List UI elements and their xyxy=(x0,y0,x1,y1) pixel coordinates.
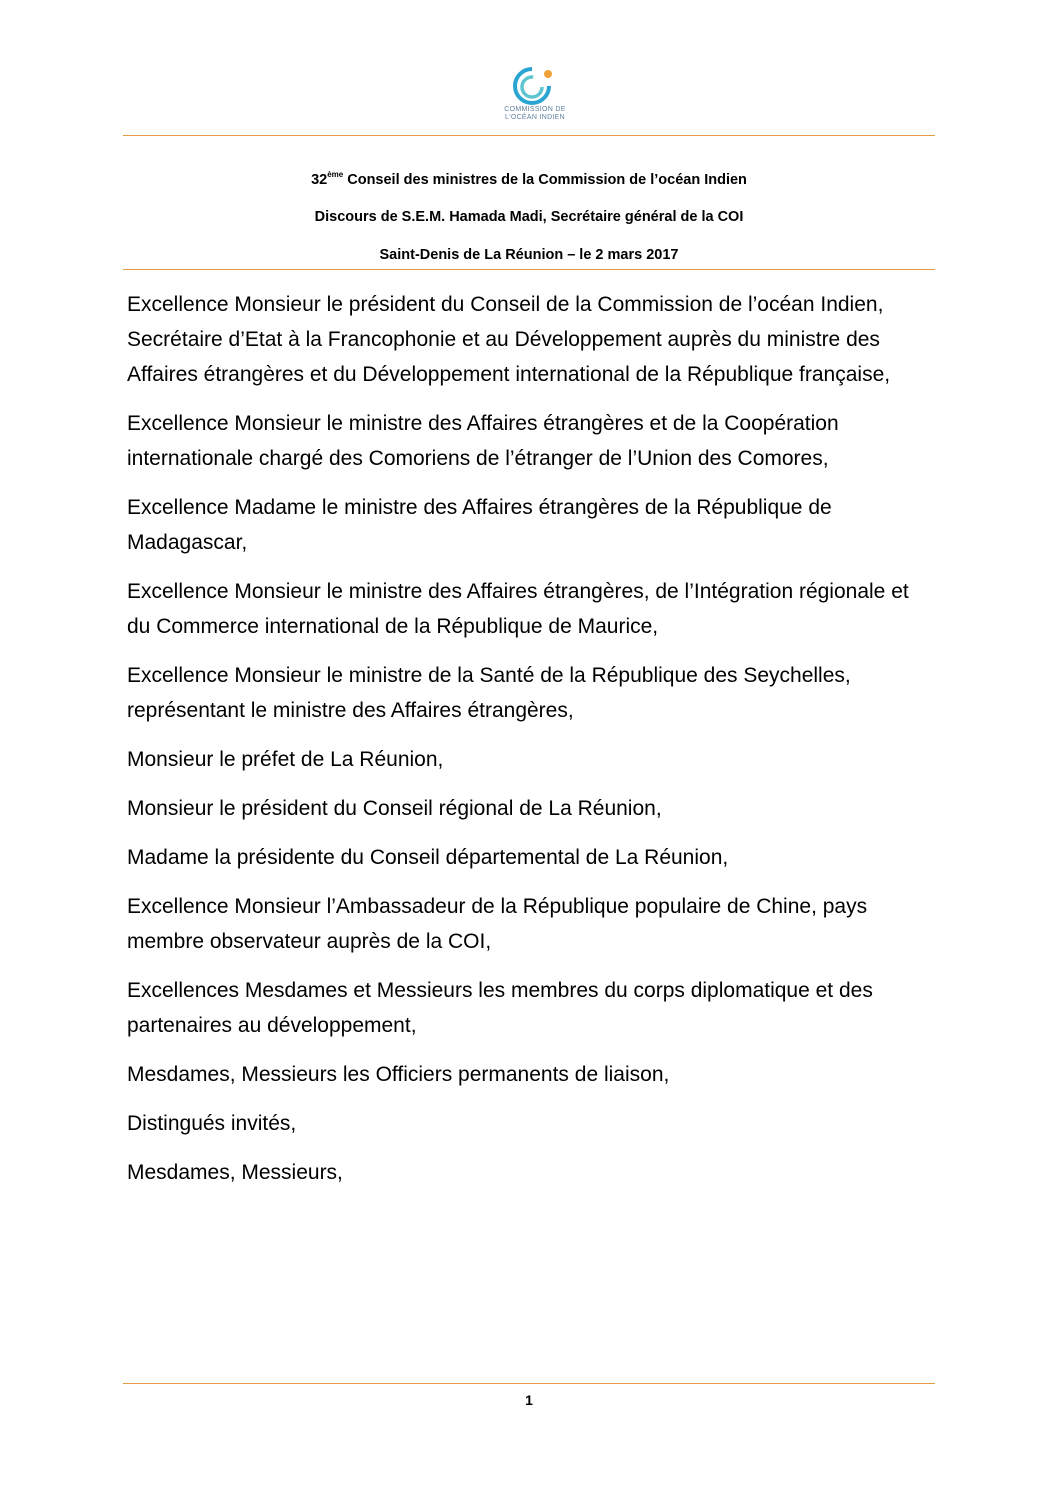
salutation-paragraph: Madame la présidente du Conseil départemental de La Réunion, xyxy=(127,846,729,869)
salutation-paragraph: Mesdames, Messieurs les Officiers permanents de liaison, xyxy=(127,1063,670,1086)
document-title xyxy=(123,166,935,189)
title-superscript: ème xyxy=(327,170,344,179)
page-number: 1 xyxy=(525,1392,533,1408)
salutation-paragraph: Excellence Monsieur le ministre des Affaires étrangères, de l’Intégration régionale et du Commerce international de la République de Maurice, xyxy=(127,580,909,638)
speech-body xyxy=(127,287,935,1204)
title-rest: Conseil des ministres de la Commission de l’océan Indien xyxy=(343,172,747,188)
salutation-paragraph: Excellence Madame le ministre des Affaires étrangères de la République de Madagascar, xyxy=(127,496,832,554)
header-top-rule xyxy=(123,135,935,136)
salutation-paragraph: Excellence Monsieur le président du Conseil de la Commission de l’océan Indien, Secrétaire d’Etat à la Francophonie et au Développement auprès du ministre des Affaires étrangères et du Développement international de la République française, xyxy=(127,293,891,386)
title-number: 32 xyxy=(311,172,328,188)
salutation-paragraph: Mesdames, Messieurs, xyxy=(127,1161,343,1184)
header-bottom-rule xyxy=(123,269,935,270)
salutation-paragraph: Excellences Mesdames et Messieurs les membres du corps diplomatique et des partenaires au développement, xyxy=(127,979,873,1037)
footer-rule xyxy=(123,1383,935,1384)
coi-logo-icon xyxy=(508,62,562,106)
organization-logo xyxy=(490,60,580,130)
logo-text-line2: L'OCÉAN INDIEN xyxy=(505,114,565,121)
salutation-paragraph: Excellence Monsieur le ministre de la Santé de la République des Seychelles, représentant le ministre des Affaires étrangères, xyxy=(127,664,851,722)
salutation-paragraph: Distingués invités, xyxy=(127,1112,297,1135)
salutation-paragraph: Excellence Monsieur le ministre des Affaires étrangères et de la Coopération internationale chargé des Comoriens de l’étranger de l’Union des Comores, xyxy=(127,412,839,470)
logo-text-line1: COMMISSION DE xyxy=(504,106,566,113)
document-subtitle: Discours de S.E.M. Hamada Madi, Secrétaire général de la COI xyxy=(314,209,744,225)
salutation-paragraph: Excellence Monsieur l’Ambassadeur de la République populaire de Chine, pays membre observateur auprès de la COI, xyxy=(127,895,868,953)
salutation-paragraph: Monsieur le président du Conseil régional de La Réunion, xyxy=(127,797,662,820)
salutation-paragraph: Monsieur le préfet de La Réunion, xyxy=(127,748,444,771)
logo-text xyxy=(490,106,580,122)
document-place-date: Saint-Denis de La Réunion – le 2 mars 2017 xyxy=(379,247,679,263)
